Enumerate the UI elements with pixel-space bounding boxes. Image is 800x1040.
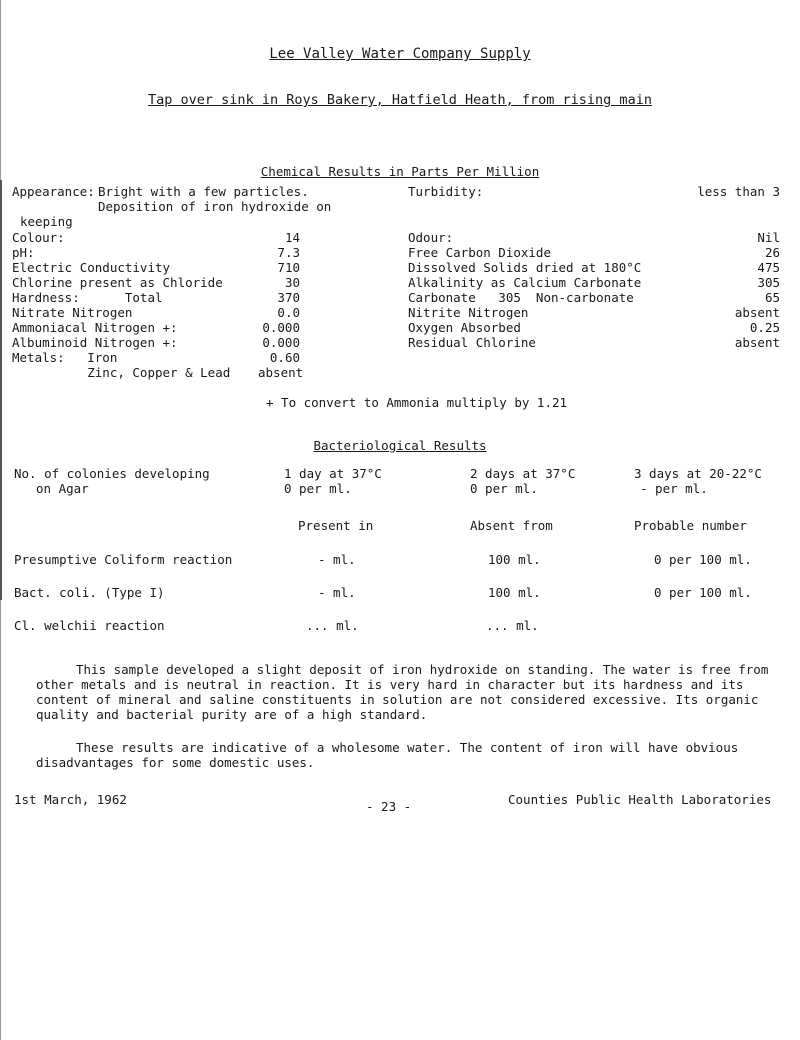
left-label-8: Metals: Iron <box>12 350 118 365</box>
bact-row-probable: 0 per 100 ml. <box>654 585 752 600</box>
left-value-8: 0.60 <box>269 350 300 365</box>
turbidity-value: less than 3 <box>697 184 780 199</box>
col2-heading: 2 days at 37°C <box>470 466 576 481</box>
right-value-0: Nil <box>757 230 780 245</box>
right-value-1: 26 <box>764 245 780 260</box>
right-value-5: absent <box>734 305 780 320</box>
bact-row-label: Presumptive Coliform reaction <box>14 552 233 567</box>
col3-heading: 3 days at 20-22°C <box>634 466 762 481</box>
chemical-heading: Chemical Results in Parts Per Million <box>260 164 540 179</box>
turbidity-label: Turbidity: <box>408 184 484 199</box>
document-subtitle: Tap over sink in Roys Bakery, Hatfield Heath, from rising main <box>148 92 652 108</box>
colonies-label-line-2: on Agar <box>36 481 89 496</box>
left-value-9: absent <box>258 365 304 380</box>
appearance-line-1: Bright with a few particles. <box>98 184 309 199</box>
col1-heading: 1 day at 37°C <box>284 466 382 481</box>
page-number: - 23 - <box>366 799 412 814</box>
document-title: Lee Valley Water Company Supply <box>269 46 531 62</box>
absent-from-heading: Absent from <box>470 518 553 533</box>
left-value-3: 30 <box>284 275 300 290</box>
right-label-0: Odour: <box>408 230 454 245</box>
col3-value: - per ml. <box>640 481 708 496</box>
col2-value: 0 per ml. <box>470 481 538 496</box>
probable-number-heading: Probable number <box>634 518 747 533</box>
right-label-1: Free Carbon Dioxide <box>408 245 551 260</box>
scan-mark <box>0 180 2 600</box>
report-date: 1st March, 1962 <box>14 792 127 807</box>
right-value-6: 0.25 <box>749 320 780 335</box>
colonies-label-line-1: No. of colonies developing <box>14 466 210 481</box>
bact-row-present: - ml. <box>318 552 356 567</box>
right-label-6: Oxygen Absorbed <box>408 320 521 335</box>
left-value-0: 14 <box>284 230 300 245</box>
bact-row-present: - ml. <box>318 585 356 600</box>
left-value-4: 370 <box>277 290 300 305</box>
appearance-line-2: Deposition of iron hydroxide on <box>98 199 332 214</box>
right-value-3: 305 <box>757 275 780 290</box>
bact-row-absent: ... ml. <box>486 618 539 633</box>
ammonia-footnote: + To convert to Ammonia multiply by 1.21 <box>266 395 568 410</box>
right-label-3: Alkalinity as Calcium Carbonate <box>408 275 642 290</box>
left-value-2: 710 <box>277 260 300 275</box>
bacteriological-heading: Bacteriological Results <box>313 438 487 453</box>
left-label-2: Electric Conductivity <box>12 260 171 275</box>
left-label-3: Chlorine present as Chloride <box>12 275 223 290</box>
right-label-2: Dissolved Solids dried at 180°C <box>408 260 642 275</box>
right-value-4: 65 <box>764 290 780 305</box>
col1-value: 0 per ml. <box>284 481 352 496</box>
left-value-1: 7.3 <box>277 245 300 260</box>
present-in-heading: Present in <box>298 518 374 533</box>
left-label-4: Hardness: Total <box>12 290 163 305</box>
laboratory-name: Counties Public Health Laboratories <box>508 792 772 807</box>
left-label-7: Albuminoid Nitrogen +: <box>12 335 178 350</box>
appearance-line-3: keeping <box>20 214 73 229</box>
right-value-2: 475 <box>757 260 780 275</box>
bact-row-present: ... ml. <box>306 618 359 633</box>
left-label-5: Nitrate Nitrogen <box>12 305 133 320</box>
right-label-7: Residual Chlorine <box>408 335 536 350</box>
right-value-7: absent <box>734 335 780 350</box>
summary-paragraph-1: This sample developed a slight deposit of iron hydroxide on standing. The water is free from other metals and is neutral in reaction. It is very hard in character but its hardness and its content of mineral and saline constituents in solution are not considered excessive. Its organic quality and bacterial purity are of a high standard. <box>36 662 769 722</box>
left-label-9: Zinc, Copper & Lead <box>12 365 231 380</box>
summary-paragraph-2: These results are indicative of a wholesome water. The content of iron will have obvious disadvantages for some domestic uses. <box>36 740 739 770</box>
bact-row-label: Cl. welchii reaction <box>14 618 165 633</box>
left-value-5: 0.0 <box>277 305 300 320</box>
bact-row-absent: 100 ml. <box>488 552 541 567</box>
left-value-6: 0.000 <box>262 320 300 335</box>
right-label-5: Nitrite Nitrogen <box>408 305 529 320</box>
bact-row-absent: 100 ml. <box>488 585 541 600</box>
bact-row-label: Bact. coli. (Type I) <box>14 585 165 600</box>
left-label-0: Colour: <box>12 230 65 245</box>
left-label-1: pH: <box>12 245 35 260</box>
left-label-6: Ammoniacal Nitrogen +: <box>12 320 178 335</box>
left-value-7: 0.000 <box>262 335 300 350</box>
appearance-label: Appearance: <box>12 184 95 199</box>
right-label-4: Carbonate 305 Non-carbonate <box>408 290 634 305</box>
bact-row-probable: 0 per 100 ml. <box>654 552 752 567</box>
